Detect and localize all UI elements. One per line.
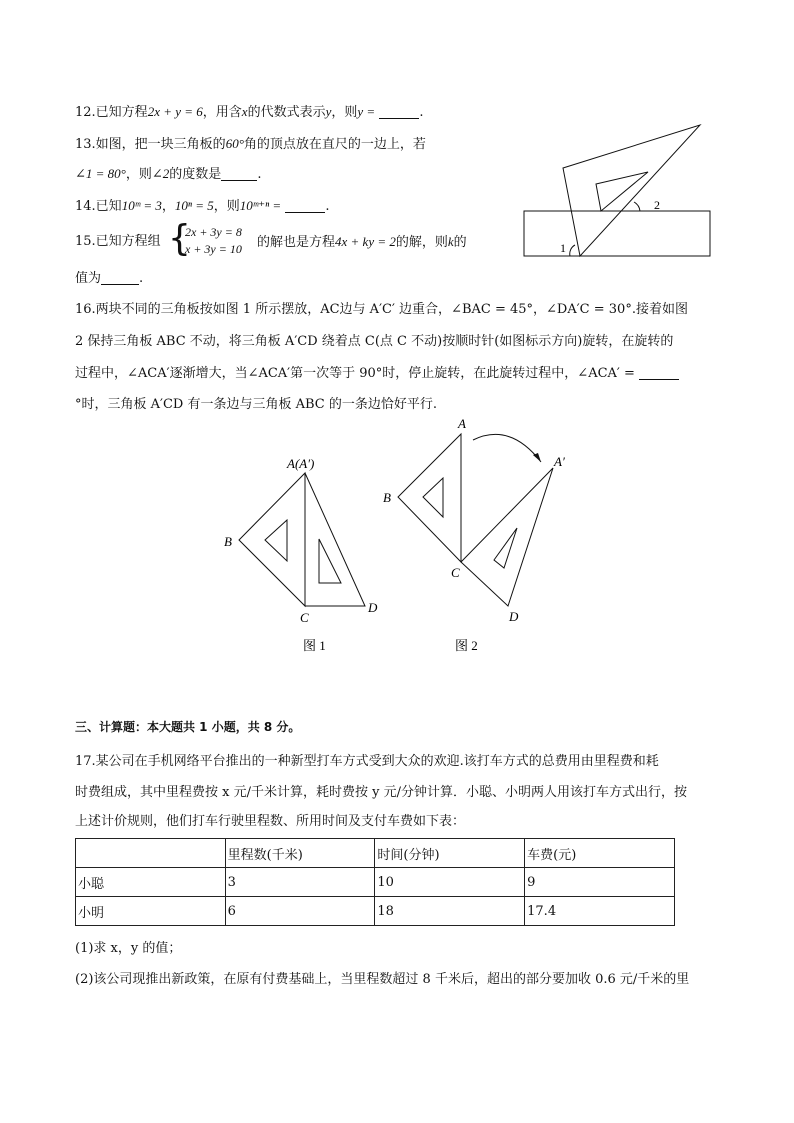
fig1-caption: 图 1 xyxy=(303,638,326,653)
q12-var2: y xyxy=(325,104,332,119)
q13-angle2: ∠2 xyxy=(151,166,170,181)
fig2-label-B: B xyxy=(383,490,391,505)
q12-mid: ，用含 xyxy=(202,105,242,120)
q14-end: . xyxy=(325,199,330,214)
q17-part2: (2)该公司现推出新政策，在原有付费基础上，当里程数超过 8 千米后，超出的部分要加收 0.6 元/千米的里 xyxy=(75,972,690,987)
q16-line4: °时，三角板 A′CD 有一条边与三角板 ABC 的一条边恰好平行. xyxy=(75,397,438,412)
q15-k: k xyxy=(447,234,454,249)
fig2-triangle-abc-inner xyxy=(423,478,443,517)
table-cell: 6 xyxy=(225,897,375,926)
q12-mid2: 的代数式表示 xyxy=(247,105,326,120)
q17-line2: 时费组成，其中里程费按 x 元/千米计算，耗时费按 y 元/分钟计算．小聪、小明两人用该打车方式出行，按 xyxy=(75,785,687,800)
q13-text-d: 的度数是 xyxy=(169,167,222,182)
q12-lhs: y = xyxy=(357,104,376,119)
fig1-triangle-abc xyxy=(239,473,305,606)
fig1-triangle-abc-inner xyxy=(265,520,287,561)
q13-end: . xyxy=(257,167,262,182)
q15-mid: 的解也是方程 xyxy=(257,235,336,250)
q13-deg: 60° xyxy=(225,136,244,151)
table-cell: 小聪 xyxy=(76,868,226,897)
q12-end: . xyxy=(419,105,424,120)
table-cell: 17.4 xyxy=(525,897,675,926)
table-cell: 小明 xyxy=(76,897,226,926)
q15-end: . xyxy=(139,271,144,286)
q14-prefix: 14.已知 xyxy=(75,199,122,214)
table-cell: 18 xyxy=(375,897,525,926)
fig2-triangle-abc xyxy=(398,434,461,562)
q14-cond1: 10ᵐ = 3 xyxy=(121,198,162,213)
section-heading: 三、计算题：本大题共 1 小题，共 8 分。 xyxy=(75,720,301,734)
q17-line1: 17.某公司在手机网络平台推出的一种新型打车方式受到大众的欢迎.该打车方式的总费用由里程费和耗 xyxy=(75,754,659,769)
fig2-label-A-prime: A′ xyxy=(554,454,565,469)
q14-cond2: 10ⁿ = 5 xyxy=(174,198,214,213)
q15-eq1: 2x + 3y = 8 xyxy=(185,225,242,239)
fig1-label-B: B xyxy=(224,534,232,549)
fig2-caption: 图 2 xyxy=(455,638,478,653)
fig2-label-A: A xyxy=(458,416,466,431)
q16-line1: 16.两块不同的三角板按如图 1 所示摆放，AC边与 A′C′ 边重合，∠BAC = 45°，∠DA′C = 30°.接着如图 xyxy=(75,302,688,317)
table-cell: 10 xyxy=(375,868,525,897)
q16-line3-text: 过程中，∠ACA′逐渐增大，当∠ACA′第一次等于 90°时，停止旋转，在此旋转过程中，∠ACA′ = xyxy=(75,366,635,381)
rotation-arrow xyxy=(473,434,541,462)
table-header-row xyxy=(76,839,675,868)
fig1-label-A: A(A′) xyxy=(287,456,315,471)
q15-line2-text: 值为 xyxy=(75,271,102,286)
q13-condition: ∠1 = 80° xyxy=(75,166,126,181)
fig1-label-C: C xyxy=(300,610,309,625)
ruler-label-1: 1 xyxy=(560,241,566,255)
table-cell: 9 xyxy=(525,868,675,897)
q13-text-c: ，则 xyxy=(125,167,152,182)
q12-mid3: ，则 xyxy=(331,105,358,120)
q17-line3: 上述计价规则，他们打车行驶里程数、所用时间及支付车费如下表： xyxy=(75,814,466,829)
table-header-cell xyxy=(76,839,226,868)
q16-line2: 2 保持三角板 ABC 不动，将三角板 A′CD 绕着点 C(点 C 不动)按顺时针(如图标示方向)旋转，在旋转的 xyxy=(75,334,674,349)
table-header-cell: 车费(元) xyxy=(525,839,675,868)
fare-table xyxy=(75,838,675,926)
table-row xyxy=(76,868,675,897)
fig2-triangle-acd-inner xyxy=(494,528,517,568)
q14-sep: ， xyxy=(161,199,175,214)
q15-brace: { xyxy=(168,218,191,259)
q15-eq2: x + 3y = 10 xyxy=(185,242,242,256)
q12-var1: x xyxy=(241,104,248,119)
q17-part1: (1)求 x，y 的值； xyxy=(75,941,182,956)
q13-text-b: 角的顶点放在直尺的一边上，若 xyxy=(243,137,426,152)
ruler-label-2: 2 xyxy=(654,198,660,212)
q12-equation: 2x + y = 6 xyxy=(147,104,203,119)
q15-mid2: 的解，则 xyxy=(395,235,448,250)
table-row xyxy=(76,897,675,926)
fig2-triangle-acd xyxy=(461,468,553,606)
table-header-cell: 里程数(千米) xyxy=(225,839,375,868)
fig1-label-D: D xyxy=(368,600,378,615)
q15-tail: 的 xyxy=(453,235,467,250)
q13-text-a: 13.如图，把一块三角板的 xyxy=(75,137,226,152)
table-cell: 3 xyxy=(225,868,375,897)
q14-expr: 10ᵐ⁺ⁿ = xyxy=(239,198,282,213)
fig2-label-D: D xyxy=(509,609,519,624)
fig1-triangle-acd xyxy=(305,473,365,606)
q15-prefix: 15.已知方程组 xyxy=(75,234,161,249)
q15-eq3: 4x + ky = 2 xyxy=(335,234,396,249)
q14-mid: ，则 xyxy=(213,199,240,214)
table-header-cell: 时间(分钟) xyxy=(375,839,525,868)
q12-prefix: 12.已知方程 xyxy=(75,105,148,120)
fig2-label-C: C xyxy=(451,565,460,580)
